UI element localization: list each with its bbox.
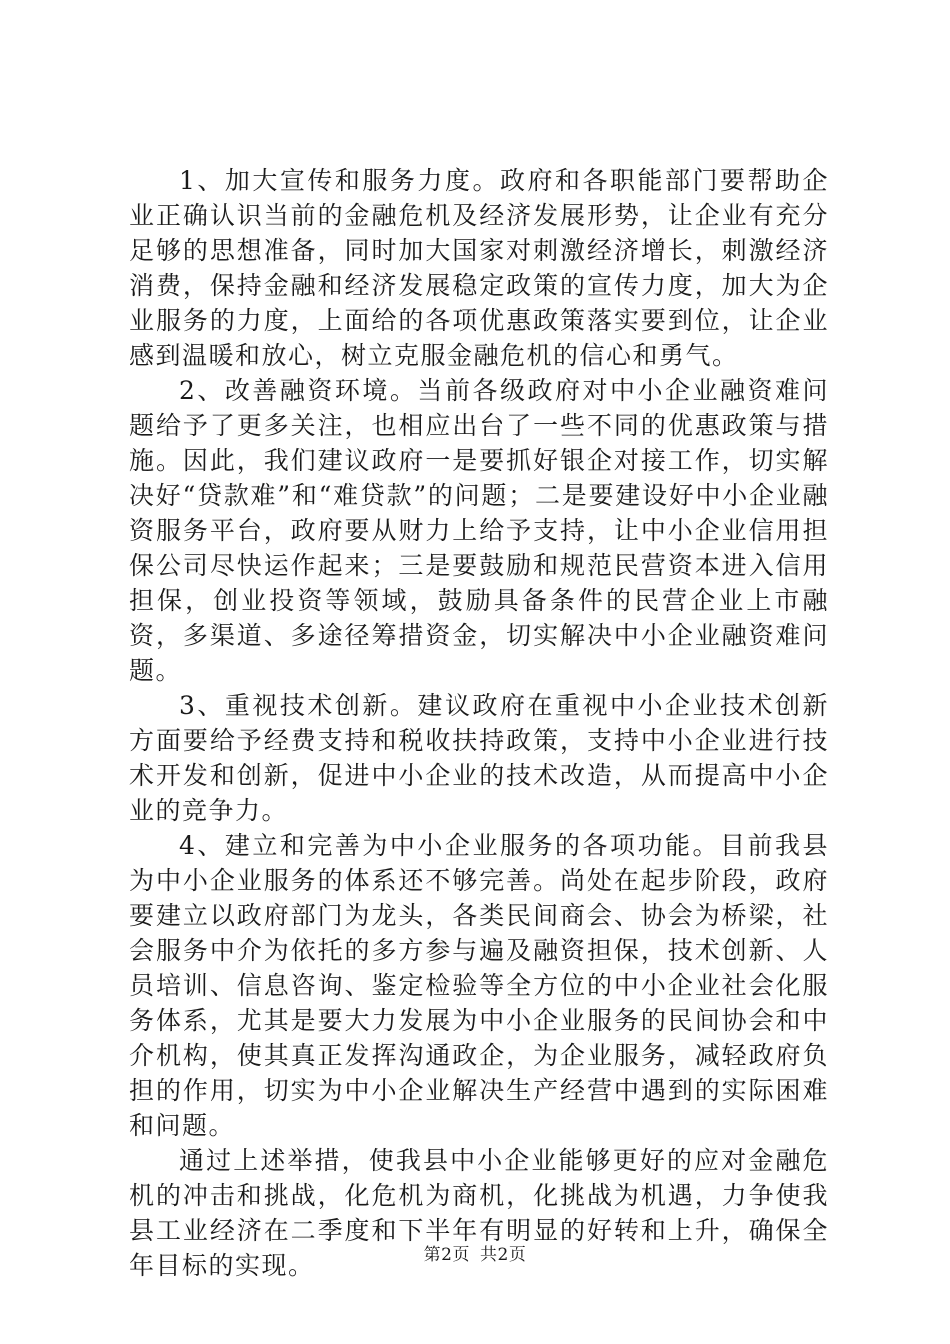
- paragraph-financing-environment: 2、改善融资环境。当前各级政府对中小企业融资难问题给予了更多关注，也相应出台了一些不同的优惠政策与措施。因此，我们建议政府一是要抓好银企对接工作，切实解决好“贷款难”和“难贷款”的问题；二是要建设好中小企业融资服务平台，政府要从财力上给予支持，让中小企业信用担保公司尽快运作起来；三是要鼓励和规范民营资本进入信用担保，创业投资等领域，鼓励具备条件的民营企业上市融资，多渠道、多途径筹措资金，切实解决中小企业融资难问题。: [129, 376, 829, 685]
- page-number: 第2页: [423, 1245, 470, 1265]
- paragraph-publicity-service: 1、加大宣传和服务力度。政府和各职能部门要帮助企业正确认识当前的金融危机及经济发展形势，让企业有充分足够的思想准备，同时加大国家对刺激经济增长，刺激经济消费，保持金融和经济发展稳定政策的宣传力度，加大为企业服务的力度，上面给的各项优惠政策落实要到位，让企业感到温暖和放心，树立克服金融危机的信心和勇气。: [129, 166, 829, 370]
- document-body: [129, 163, 829, 1283]
- paragraph-technology-innovation: 3、重视技术创新。建议政府在重视中小企业技术创新方面要给予经费支持和税收扶持政策，支持中小企业进行技术开发和创新，促进中小企业的技术改造，从而提高中小企业的竞争力。: [129, 691, 829, 825]
- paragraph-service-functions: 4、建立和完善为中小企业服务的各项功能。目前我县为中小企业服务的体系还不够完善。尚处在起步阶段，政府要建立以政府部门为龙头，各类民间商会、协会为桥梁，社会服务中介为依托的多方参与遍及融资担保，技术创新、人员培训、信息咨询、鉴定检验等全方位的中小企业社会化服务体系，尤其是要大力发展为中小企业服务的民间协会和中介机构，使其真正发挥沟通政企，为企业服务，减轻政府负担的作用，切实为中小企业解决生产经营中遇到的实际困难和问题。: [129, 831, 829, 1140]
- page-footer: [0, 1244, 950, 1266]
- page-total: 共2页: [480, 1245, 527, 1265]
- paragraph-conclusion: 通过上述举措，使我县中小企业能够更好的应对金融危机的冲击和挑战，化危机为商机，化挑战为机遇，力争使我县工业经济在二季度和下半年有明显的好转和上升，确保全年目标的实现。: [129, 1146, 829, 1280]
